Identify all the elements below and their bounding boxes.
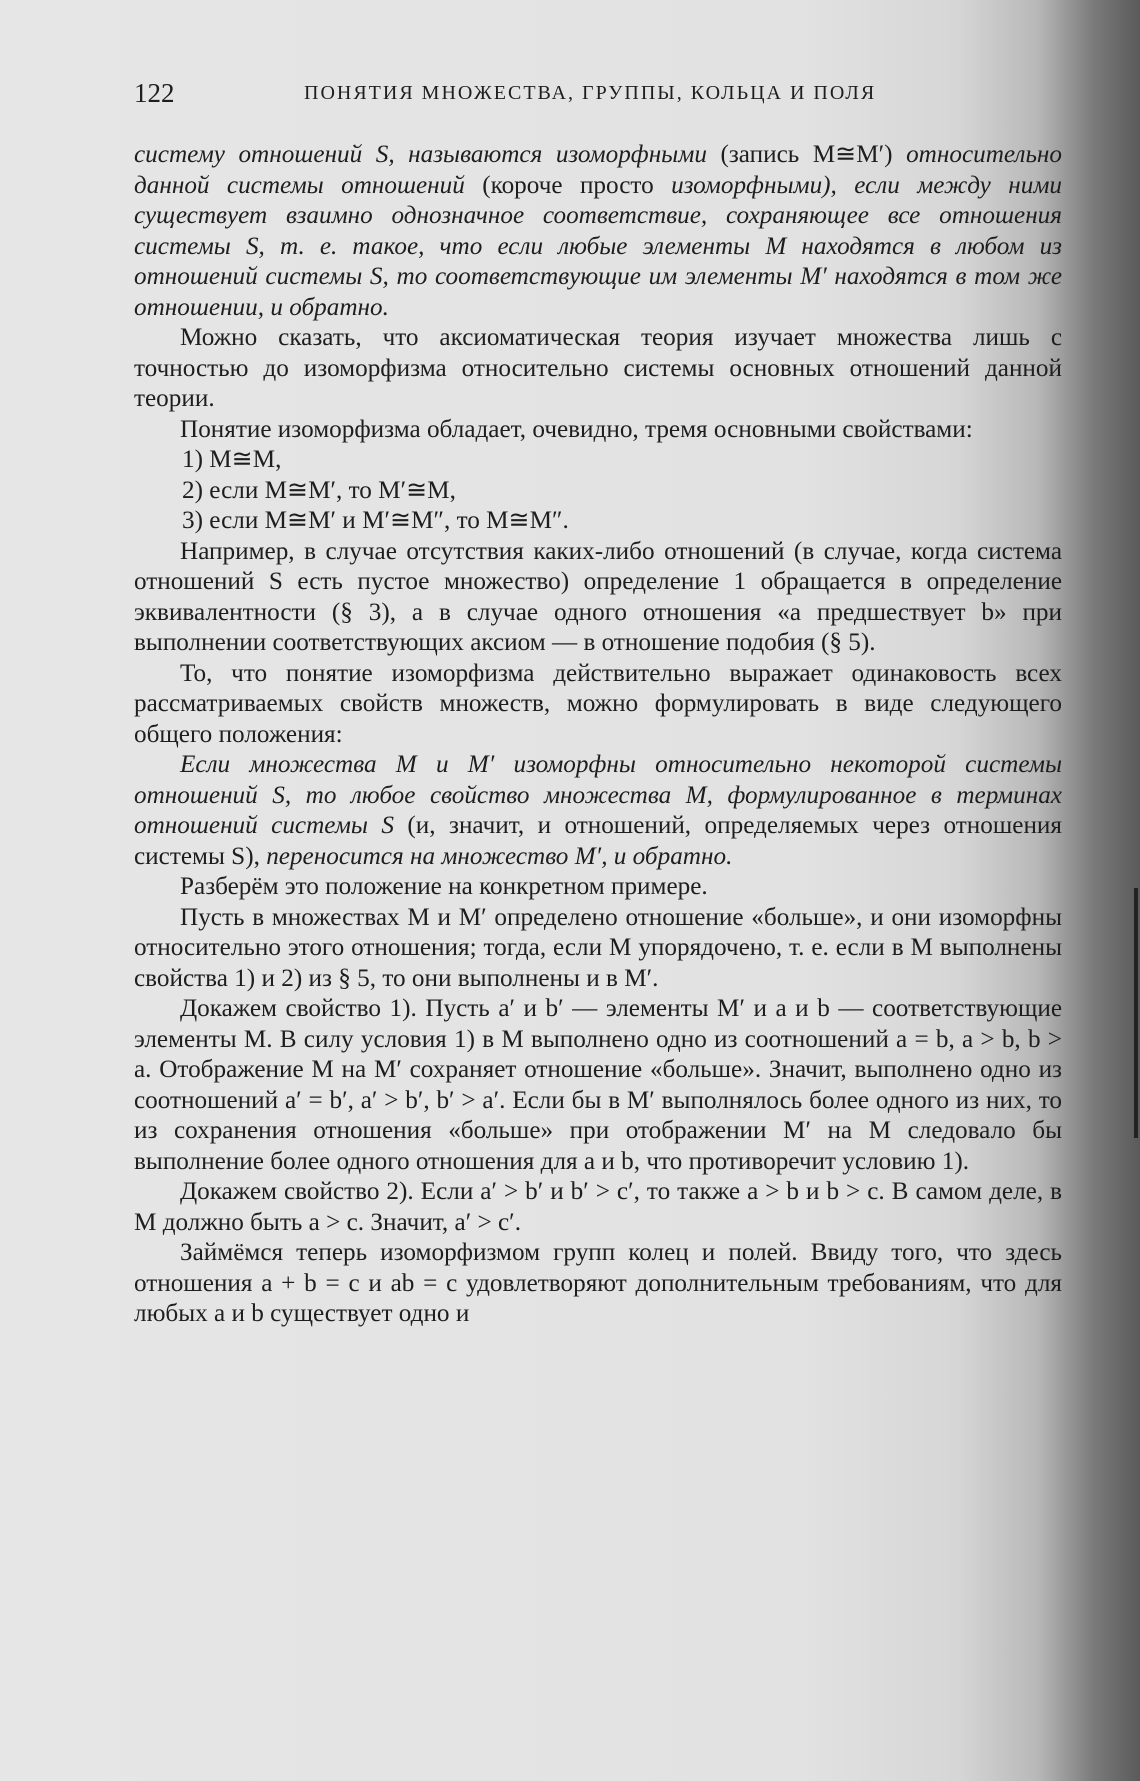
page-edge-mark (1134, 888, 1138, 1138)
property-3: 3) если M≅M′ и M′≅M″, то M≅M″. (182, 507, 569, 534)
paragraph-ordering: Пусть в множествах M и M′ определено отношение «больше», и они изоморфны относительно этого отношения; тогда, если M упорядочено, т. е. если в M выполнены свойства 1) и 2) из § 5, то они выполнены и в M′. (134, 903, 1062, 992)
running-title: ПОНЯТИЯ МНОЖЕСТВА, ГРУППЫ, КОЛЬЦА И ПОЛЯ (304, 82, 877, 104)
property-2: 2) если M≅M′, то M′≅M, (182, 476, 456, 504)
theorem-italic-c: переносится на множество M′, и обратно. (266, 842, 733, 870)
paragraph-example: Например, в случае отсутствия каких-либо отношений (в случае, когда система отношений S есть пустое множество) определение 1 обращается в определение эквивалентности (§ 3), а в случае одного отношения «a предшествует b» при выполнении соответствующих аксиом — в отношение подобия (§ 5). (134, 537, 1062, 656)
paragraph-definition-end (134, 140, 1062, 323)
definition-italic-c: относительно данной системы отношений (134, 141, 1062, 199)
page-header (134, 78, 1064, 118)
body-text (134, 140, 1062, 1330)
page-number: 122 (134, 78, 175, 108)
paragraph-theorem (134, 750, 1062, 872)
theorem-parenthetical: (и, значит, и отношений, определяемых через отношения системы S), (134, 812, 1062, 870)
paragraph-groups-rings: Займёмся теперь изоморфизмом групп колец и полей. Ввиду того, что здесь отношения a + b = c и ab = c удовлетворяют дополнительным требованиям, что для любых a и b существует одно и (134, 1239, 1062, 1327)
paragraph-proof-1: Докажем свойство 1). Пусть a′ и b′ — элементы M′ и a и b — соответствующие элементы M. В силу условия 1) в M выполнено одно из соотношений a = b, a > b, b > a. Отображение M на M′ сохраняет отношение «больше». Значит, выполнено одно из соотношений a′ = b′, a′ > b′, b′ > a′. Если бы в M′ выполнялось более одного из них, то из сохранения отношения «больше» при отображении M′ на M следовало бы выполнение более одного отношения для a и b, что противоречит условию 1). (134, 995, 1062, 1175)
definition-parenthetical: (короче просто (464, 171, 672, 199)
definition-notation: (запись M≅M′) (706, 141, 907, 168)
property-1: 1) M≅M, (182, 446, 282, 473)
paragraph-concrete-example: Разберём это положение на конкретном примере. (180, 873, 708, 900)
paragraph-properties-intro: Понятие изоморфизма обладает, очевидно, тремя основными свойствами: (180, 415, 973, 443)
paragraph-general-statement: То, что понятие изоморфизма действительно выражает одинаковость всех рассматриваемых свойств множеств, можно формулировать в виде следующего общего положения: (134, 659, 1062, 748)
theorem-italic-a: Если множества M и M′ изоморфны относительно некоторой системы отношений S, то любое свойство множества M, формулированное в терминах отношений системы S (134, 751, 1062, 839)
definition-italic-e: изоморфными), если между ними существует взаимно однозначное соответствие, сохраняющее все отношения системы S, т. е. такое, что если любые элементы M находятся в любом из отношений системы S, то соответствующие им элементы M′ находятся в том же отношении, и обратно. (134, 171, 1062, 321)
definition-italic-a: систему отношений S, называются изоморфными (134, 141, 707, 168)
paragraph-proof-2: Докажем свойство 2). Если a′ > b′ и b′ > c′, то также a > b и b > c. В самом деле, в M должно быть a > c. Значит, a′ > c′. (134, 1178, 1062, 1236)
paragraph-axiomatic-theory: Можно сказать, что аксиоматическая теория изучает множества лишь с точностью до изоморфизма относительно системы основных отношений данной теории. (134, 324, 1062, 412)
